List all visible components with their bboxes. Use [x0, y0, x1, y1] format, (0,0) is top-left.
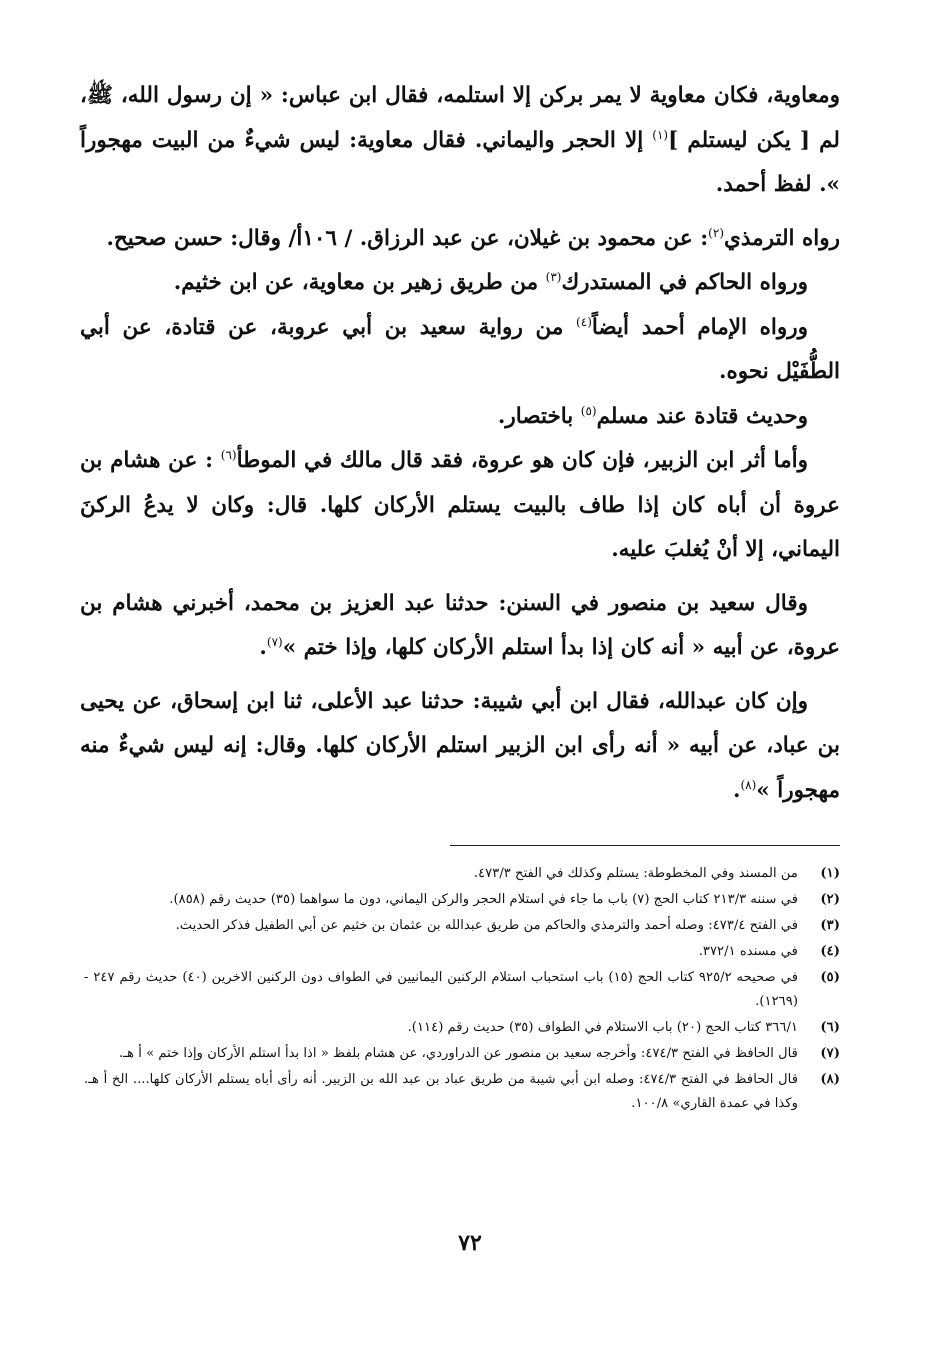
main-text [80, 74, 840, 813]
footnote-ref-2: (٢) [708, 225, 724, 240]
footnote-2 [84, 888, 840, 912]
footnote-ref-7: (٧) [266, 634, 283, 649]
footnote-ref-5: (٥) [580, 403, 597, 418]
page-number: ٧٢ [458, 1230, 482, 1256]
footnote-8 [84, 1068, 840, 1116]
footnote-text: ٣٦٦/١ كتاب الحج (٢٠) باب الاستلام في الطواف (٣٥) حديث رقم (١١٤). [407, 1020, 798, 1035]
footnotes [84, 862, 840, 1118]
footnote-number: (٤) [820, 944, 840, 959]
footnote-6 [84, 1016, 840, 1040]
footnote-ref-1: (١) [652, 127, 669, 142]
paragraph-8: وإن كان عبدالله، فقال ابن أبي شيبة: حدثنا عبد الأعلى، ثنا ابن إسحاق، عن يحيى بن عباد، عن أبيه « أنه رأى ابن الزبير استلم الأركان كلها. وقال: إنه ليس شيءٌ منه مهجوراً »$^{(٨)}$. [80, 688, 840, 803]
footnote-number: (٧) [820, 1046, 840, 1061]
paragraph-4: ورواه الإمام أحمد أيضاً$^{(٤)}$ من رواية سعيد بن أبي عروبة، عن قتادة، عن أبي الطُّفَيْل نحوه. [80, 314, 840, 384]
footnote-number: (١) [820, 866, 840, 881]
footnote-ref-6: (٦) [220, 447, 237, 462]
footnote-number: (٦) [820, 1020, 840, 1035]
footnote-divider [450, 845, 840, 846]
footnote-text: قال الحافظ في الفتح ٤٧٤/٣: وأخرجه سعيد بن منصور عن الدراوردي، عن هشام بلفظ « اذا بدأ استلم الأركان وإذا ختم » أ هـ. [119, 1046, 798, 1061]
paragraph-6: وأما أثر ابن الزبير، فإن كان هو عروة، فقد قال مالك في الموطأ$^{(٦)}$ : عن هشام بن عروة أن أباه كان إذا طاف بالبيت يستلم الأركان كلها. قال: وكان لا يدعُ الركنَ اليماني، إلا أنْ يُغلبَ عليه. [80, 447, 840, 562]
paragraph-5: وحديث قتادة عند مسلم$^{(٥)}$ باختصار. [497, 403, 808, 429]
footnote-text: في سننه ٢١٣/٣ كتاب الحج (٧) باب ما جاء في استلام الحجر والركن اليماني، دون ما سواهما (٣٥) حديث رقم (٨٥٨). [169, 892, 798, 907]
paragraph-7: وقال سعيد بن منصور في السنن: حدثنا عبد العزيز بن محمد، أخبرني هشام بن عروة، عن أبيه « أنه كان إذا بدأ استلم الأركان كلها، وإذا ختم »$^{(٧)}$. [80, 590, 840, 660]
footnote-ref-8: (٨) [740, 777, 757, 792]
paragraph-1: ومعاوية، فكان معاوية لا يمر بركن إلا استلمه، فقال ابن عباس: « إن رسول الله، ﷺ، لم [ يكن ليستلم ]$^{(١)}$ إلا الحجر واليماني. فقال معاوية: ليس شيءٌ من البيت مهجوراً ». لفظ أحمد. [80, 83, 840, 197]
paragraph-2: رواه الترمذي$^{(٢)}$: عن محمود بن غيلان، عن عبد الرزاق. / ١٠٦أ/ وقال: حسن صحيح. [106, 225, 840, 251]
footnote-number: (٥) [820, 970, 840, 985]
footnote-number: (٨) [820, 1072, 840, 1087]
footnote-ref-4: (٤) [576, 314, 592, 329]
footnote-text: في مسنده ٣٧٢/١. [698, 944, 798, 959]
footnote-text: من المسند وفي المخطوطة: يستلم وكذلك في الفتح ٤٧٣/٣. [473, 866, 798, 881]
footnote-4 [84, 940, 840, 964]
footnote-text: قال الحافظ في الفتح ٤٧٤/٣: وصله ابن أبي شيبة من طريق عباد بن عبد الله بن الزبير. أنه رأى أباه يستلم الأركان كلها.... الخ أ هـ. وكذا في عمدة القاري» ١٠٠/٨. [84, 1072, 798, 1111]
footnote-3 [84, 914, 840, 938]
footnote-ref-3: (٣) [545, 269, 562, 284]
footnote-1 [84, 862, 840, 886]
paragraph-3: ورواه الحاكم في المستدرك$^{(٣)}$ من طريق زهير بن معاوية، عن ابن خثيم. [173, 269, 808, 295]
footnote-text: في صحيحه ٩٢٥/٢ كتاب الحج (١٥) باب استحباب استلام الركنين اليمانيين في الطواف دون الركنين الاخرين (٤٠) حديث رقم ٢٤٧ - (١٢٦٩). [84, 970, 798, 1009]
footnote-number: (٣) [820, 918, 840, 933]
footnote-5 [84, 966, 840, 1014]
footnote-7 [84, 1042, 840, 1066]
footnote-number: (٢) [820, 892, 840, 907]
footnote-text: في الفتح ٤٧٣/٤: وصله أحمد والترمذي والحاكم من طريق عبدالله بن عثمان بن خثيم عن أبي الطفيل فذكر الحديث. [175, 918, 798, 933]
